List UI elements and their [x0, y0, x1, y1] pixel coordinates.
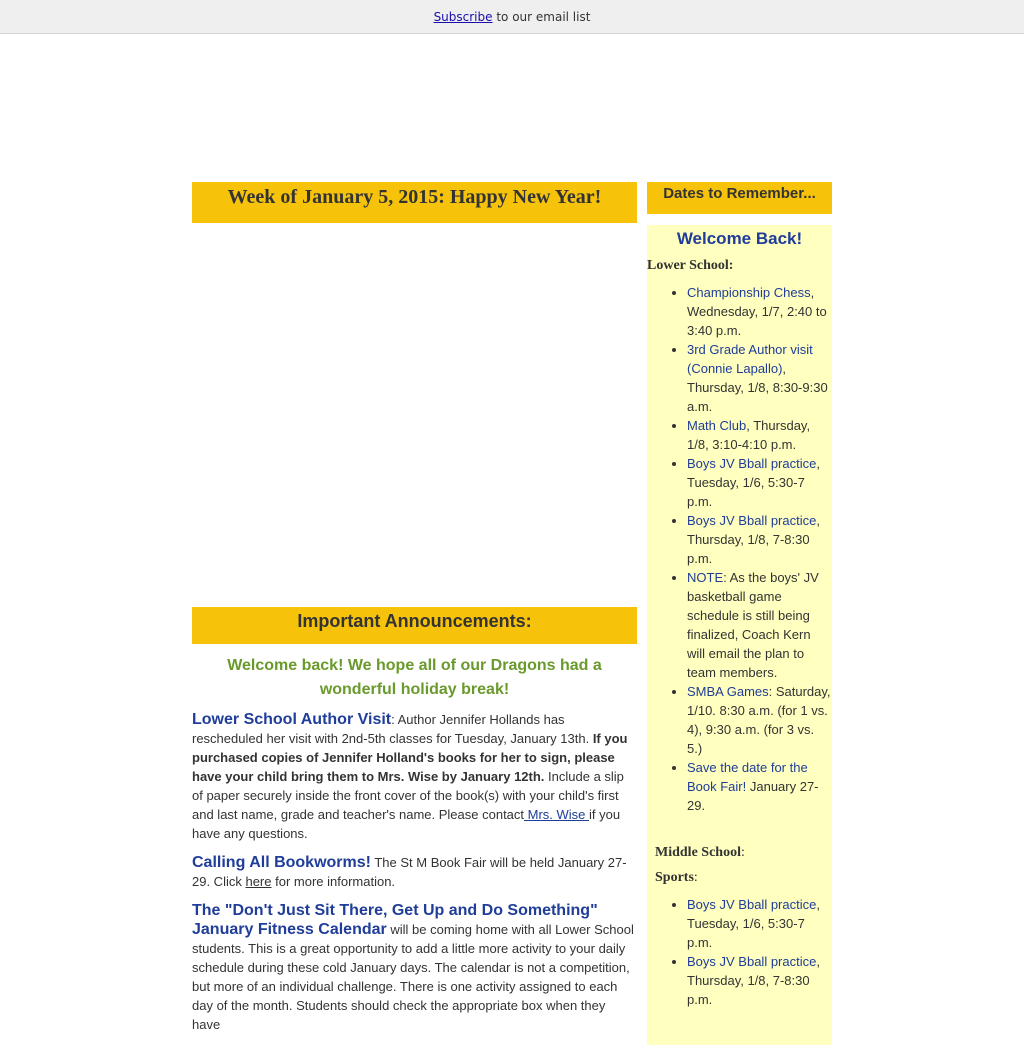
- middle-school-list: [647, 895, 832, 1009]
- event-details: : As the boys' JV basketball game schedule is still being finalized, Coach Kern will email the plan to team members.: [687, 570, 819, 680]
- sports-colon: :: [693, 870, 698, 885]
- event-details: , Thursday, 1/8, 7-8:30 p.m.: [687, 513, 820, 566]
- fitness-heading: The "Don't Just Sit There, Get Up and Do Something" January Fitness Calendar: [192, 902, 598, 938]
- sports-heading: [655, 868, 832, 887]
- dates-box: [647, 225, 832, 1045]
- author-visit-text-2: Include a slip of paper securely inside the front cover of the book(s) with your child's first and last name, grade and teacher's name. Please contact: [192, 769, 624, 822]
- middle-school-heading: [655, 843, 832, 862]
- list-item: [687, 340, 832, 416]
- list-item: [687, 568, 832, 682]
- list-item: [687, 454, 832, 511]
- bookworms-heading: Calling All Bookworms!: [192, 854, 371, 871]
- author-visit-paragraph: [192, 710, 637, 843]
- list-item: [687, 952, 832, 1009]
- book-fair-here-link[interactable]: here: [245, 874, 272, 889]
- week-title: Week of January 5, 2015: Happy New Year!: [192, 182, 637, 223]
- dates-title: Dates to Remember...: [647, 182, 832, 214]
- lower-school-heading: Lower School:: [647, 258, 734, 273]
- sidebar-welcome: Welcome Back!: [676, 229, 803, 248]
- media-placeholder: [192, 223, 637, 607]
- author-visit-text-3: if you have any questions.: [192, 807, 621, 841]
- list-item: [687, 895, 832, 952]
- list-item: [687, 416, 832, 454]
- author-visit-heading: Lower School Author Visit: [192, 711, 392, 728]
- fitness-paragraph: [192, 901, 637, 1034]
- subscribe-text: to our email list: [492, 10, 591, 24]
- list-item: [687, 283, 832, 340]
- author-visit-bold: If you purchased copies of Jennifer Holland's books for her to sign, please have your child bring them to Mrs. Wise by January 12th.: [192, 731, 628, 784]
- middle-school-label: Middle School: [655, 845, 741, 860]
- event-link[interactable]: Boys JV Bball practice: [687, 954, 817, 969]
- event-details: , Tuesday, 1/6, 5:30-7 p.m.: [687, 456, 820, 509]
- bookworms-paragraph: [192, 853, 637, 891]
- event-details: , Wednesday, 1/7, 2:40 to 3:40 p.m.: [687, 285, 827, 338]
- event-link[interactable]: Championship Chess: [687, 285, 811, 300]
- sidebar: [647, 182, 832, 1045]
- event-details: : Saturday, 1/10. 8:30 a.m. (for 1 vs. 4), 9:30 a.m. (for 3 vs. 5.): [687, 684, 831, 756]
- event-link[interactable]: Save the date for the Book Fair!: [687, 760, 808, 794]
- event-link[interactable]: Boys JV Bball practice: [687, 513, 817, 528]
- list-item: [687, 682, 832, 758]
- event-details: January 27-29.: [687, 779, 819, 813]
- fitness-text: will be coming home with all Lower School students. This is a great opportunity to add a little more activity to your daily schedule during these cold January days. The calendar is not a competition, but more of an individual challenge. There is one activity assigned to each day of the month. Students should check the appropriate box when they have: [192, 922, 634, 1032]
- mrs-wise-link[interactable]: Mrs. Wise: [524, 807, 590, 822]
- event-details: , Thursday, 1/8, 7-8:30 p.m.: [687, 954, 820, 1007]
- event-link[interactable]: Boys JV Bball practice: [687, 897, 817, 912]
- welcome-message: Welcome back! We hope all of our Dragons had a wonderful holiday break!: [227, 657, 602, 698]
- event-link[interactable]: SMBA Games: [687, 684, 769, 699]
- lower-school-list: [647, 283, 832, 815]
- main-column: [192, 182, 637, 1044]
- list-item: [687, 511, 832, 568]
- event-details: , Thursday, 1/8, 3:10-4:10 p.m.: [687, 418, 811, 452]
- event-link[interactable]: NOTE: [687, 570, 724, 585]
- bookworms-text: The St M Book Fair will be held January 27-29. Click: [192, 855, 627, 889]
- event-details: , Thursday, 1/8, 8:30-9:30 a.m.: [687, 361, 828, 414]
- subscribe-link[interactable]: Subscribe: [433, 10, 493, 24]
- subscribe-bar: [0, 0, 1024, 34]
- event-details: , Tuesday, 1/6, 5:30-7 p.m.: [687, 897, 820, 950]
- list-item: [687, 758, 832, 815]
- event-link[interactable]: 3rd Grade Author visit (Connie Lapallo): [687, 342, 813, 376]
- author-visit-text: : Author Jennifer Hollands has rescheduled her visit with 2nd-5th classes for Tuesday, January 13th.: [192, 712, 593, 746]
- event-link[interactable]: Boys JV Bball practice: [687, 456, 817, 471]
- bookworms-text-2: for more information.: [271, 874, 396, 889]
- middle-school-colon: :: [740, 845, 745, 860]
- announcements-title: Important Announcements:: [192, 607, 637, 644]
- event-link[interactable]: Math Club: [687, 418, 747, 433]
- sports-label: Sports: [655, 870, 694, 885]
